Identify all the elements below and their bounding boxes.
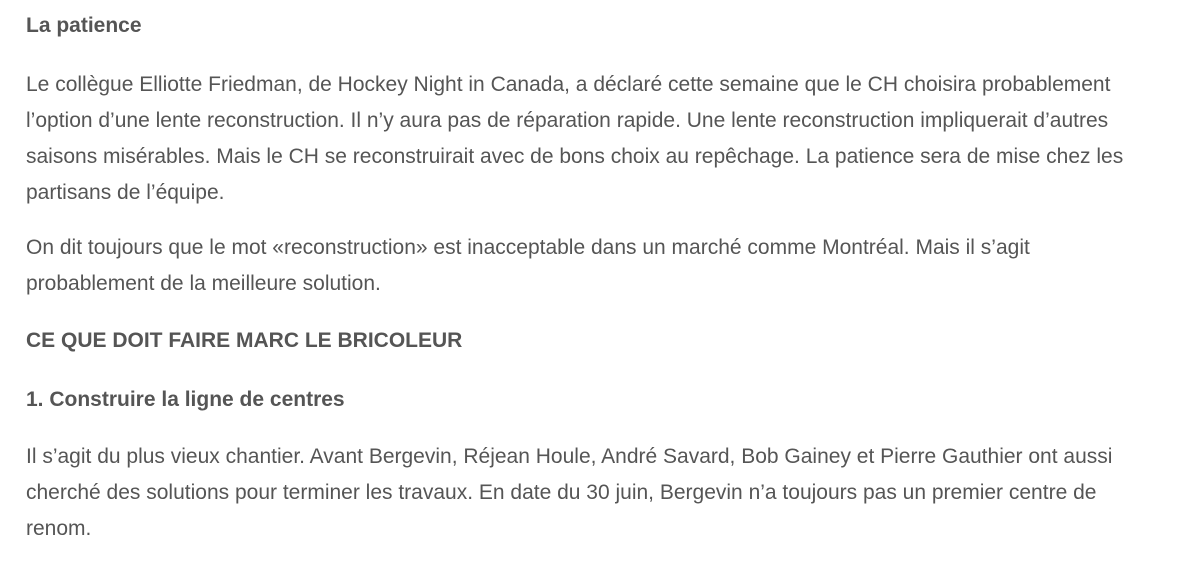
- paragraph-friedman: Le collègue Elliotte Friedman, de Hockey Night in Canada, a déclaré cette semaine que le CH choisira probablement l’option d’une lente reconstruction. Il n’y aura pas de réparation rapide. Une lente reconstruction impliquerait d’autres saisons misérables. Mais le CH se reconstruirait avec de bons choix au repêchage. La patience sera de mise chez les partisans de l’équipe.: [26, 73, 1124, 204]
- paragraph-chantier: Il s’agit du plus vieux chantier. Avant Bergevin, Réjean Houle, André Savard, Bob Gainey et Pierre Gauthier ont aussi cherché des solutions pour terminer les travaux. En date du 30 juin, Bergevin n’a toujours pas un premier centre de renom.: [26, 445, 1113, 540]
- paragraph-reconstruction: On dit toujours que le mot «reconstruction» est inacceptable dans un marché comme Montréal. Mais il s’agit probablement de la meilleure solution.: [26, 236, 1030, 295]
- section-heading-bricoleur: CE QUE DOIT FAIRE MARC LE BRICOLEUR: [26, 329, 463, 352]
- subheading-centres: 1. Construire la ligne de centres: [26, 388, 345, 411]
- section-heading-patience: La patience: [26, 14, 142, 37]
